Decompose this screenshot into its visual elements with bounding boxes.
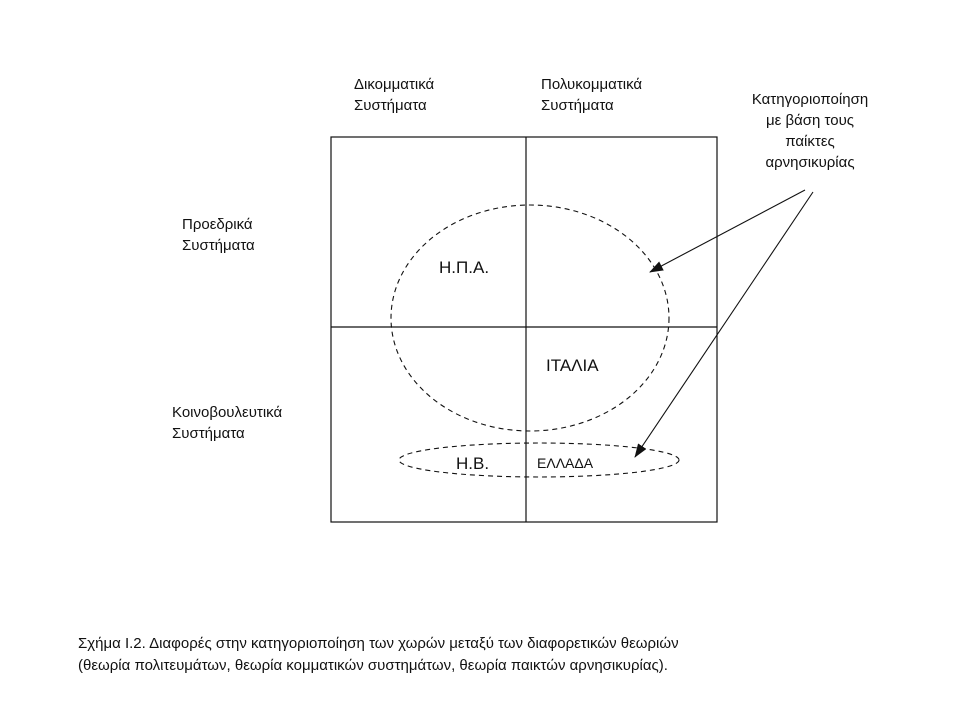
row-header-parliamentary-line-2: Συστήματα [172,425,245,442]
veto-players-cluster-large [391,205,669,431]
arrow-to-small-cluster [635,192,813,457]
column-header-multi-party [541,74,642,116]
figure-caption [78,633,679,677]
grid-frame [331,137,717,522]
country-uk: Η.Β. [456,454,490,473]
veto-players-annotation-line-3: παίκτες [785,133,835,150]
column-header-multi-party-line-1: Πολυκομματικά [541,76,643,93]
column-header-two-party [354,74,434,116]
row-header-parliamentary [172,402,282,444]
veto-players-annotation [738,89,882,173]
figure-caption-line-2: (θεωρία πολιτευμάτων, θεωρία κομματικών συστημάτων, θεωρία παικτών αρνησικυρίας). [78,657,668,674]
column-header-multi-party-line-2: Συστήματα [541,97,614,114]
row-header-presidential [182,214,255,256]
veto-players-annotation-line-2: με βάση τους [765,112,855,129]
country-italy: ΙΤΑΛΙΑ [546,356,599,375]
row-header-presidential-line-1: Προεδρικά [182,216,253,233]
country-usa: Η.Π.Α. [439,258,490,277]
arrow-to-large-cluster [650,190,805,272]
row-header-parliamentary-line-1: Κοινοβουλευτικά [172,404,283,421]
country-greece: ΕΛΛΑΔΑ [537,455,594,471]
figure-caption-line-1: Σχήμα Ι.2. Διαφορές στην κατηγοριοποίηση των χωρών μεταξύ των διαφορετικών θεωριών [78,635,679,652]
column-header-two-party-line-2: Συστήματα [354,97,427,114]
veto-players-annotation-line-1: Κατηγοριοποίηση [751,91,869,108]
row-header-presidential-line-2: Συστήματα [182,237,255,254]
veto-players-annotation-line-4: αρνησικυρίας [765,154,855,171]
column-header-two-party-line-1: Δικομματικά [354,76,435,93]
